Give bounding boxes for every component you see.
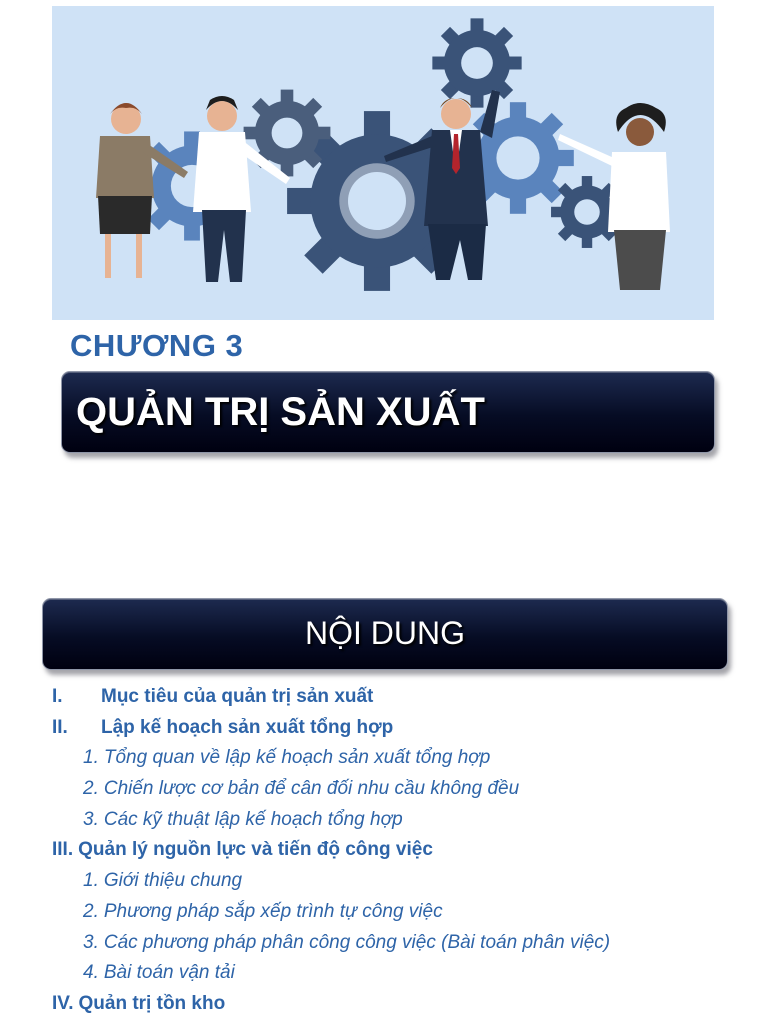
- toc-item-text: Quản lý nguồn lực và tiến độ công việc: [78, 839, 433, 861]
- chapter-label: CHƯƠNG 3: [70, 328, 244, 363]
- toc-section-item: [52, 713, 752, 744]
- toc-item-number: 3.: [83, 931, 99, 953]
- gear-top-icon: [432, 18, 521, 107]
- toc-subsection-item: [52, 774, 752, 805]
- toc-item-number: 4.: [83, 962, 99, 984]
- toc-item-text: Quản trị tồn kho: [78, 992, 226, 1014]
- table-of-contents: [52, 682, 752, 1020]
- toc-item-text: Mục tiêu của quản trị sản xuất: [101, 686, 374, 707]
- toc-section-item: [52, 989, 752, 1020]
- toc-subsection-item: [52, 743, 752, 774]
- toc-item-text: Các phương pháp phân công công việc (Bài toán phân việc): [103, 931, 611, 953]
- toc-item-number: II.: [52, 716, 68, 738]
- toc-subsection-item: [52, 866, 752, 897]
- toc-item-number: 1.: [83, 870, 99, 892]
- toc-section-item: [52, 835, 752, 866]
- toc-item-number: IV.: [52, 992, 74, 1014]
- toc-item-number: 1.: [83, 747, 99, 769]
- toc-subsection-item: [52, 897, 752, 928]
- toc-banner: [42, 598, 728, 670]
- toc-item-text: Bài toán vận tải: [103, 962, 235, 984]
- toc-item-number: 2.: [83, 778, 99, 800]
- toc-subsection-item: [52, 805, 752, 836]
- hero-illustration: [52, 6, 714, 320]
- toc-subsection-item: [52, 928, 752, 959]
- page-title: QUẢN TRỊ SẢN XUẤT: [76, 390, 485, 434]
- teamwork-gears-icon: [52, 6, 714, 320]
- toc-item-number: III.: [52, 839, 74, 861]
- toc-subsection-item: [52, 958, 752, 989]
- toc-item-text: Các kỹ thuật lập kế hoạch tổng hợp: [103, 808, 403, 830]
- toc-section-item: [52, 682, 752, 713]
- toc-item-text: Lập kế hoạch sản xuất tổng hợp: [101, 716, 394, 738]
- toc-heading: NỘI DUNG: [305, 615, 465, 651]
- toc-item-text: Phương pháp sắp xếp trình tự công việc: [103, 900, 443, 922]
- toc-item-text: Giới thiệu chung: [103, 870, 243, 892]
- toc-item-number: 3.: [83, 808, 99, 830]
- toc-item-text: Tổng quan về lập kế hoạch sản xuất tổng hợp: [103, 747, 491, 769]
- toc-item-number: 2.: [83, 900, 99, 922]
- toc-item-number: I.: [52, 686, 63, 707]
- toc-item-text: Chiến lược cơ bản để cân đối nhu cầu không đều: [103, 778, 520, 800]
- title-banner: [61, 371, 715, 453]
